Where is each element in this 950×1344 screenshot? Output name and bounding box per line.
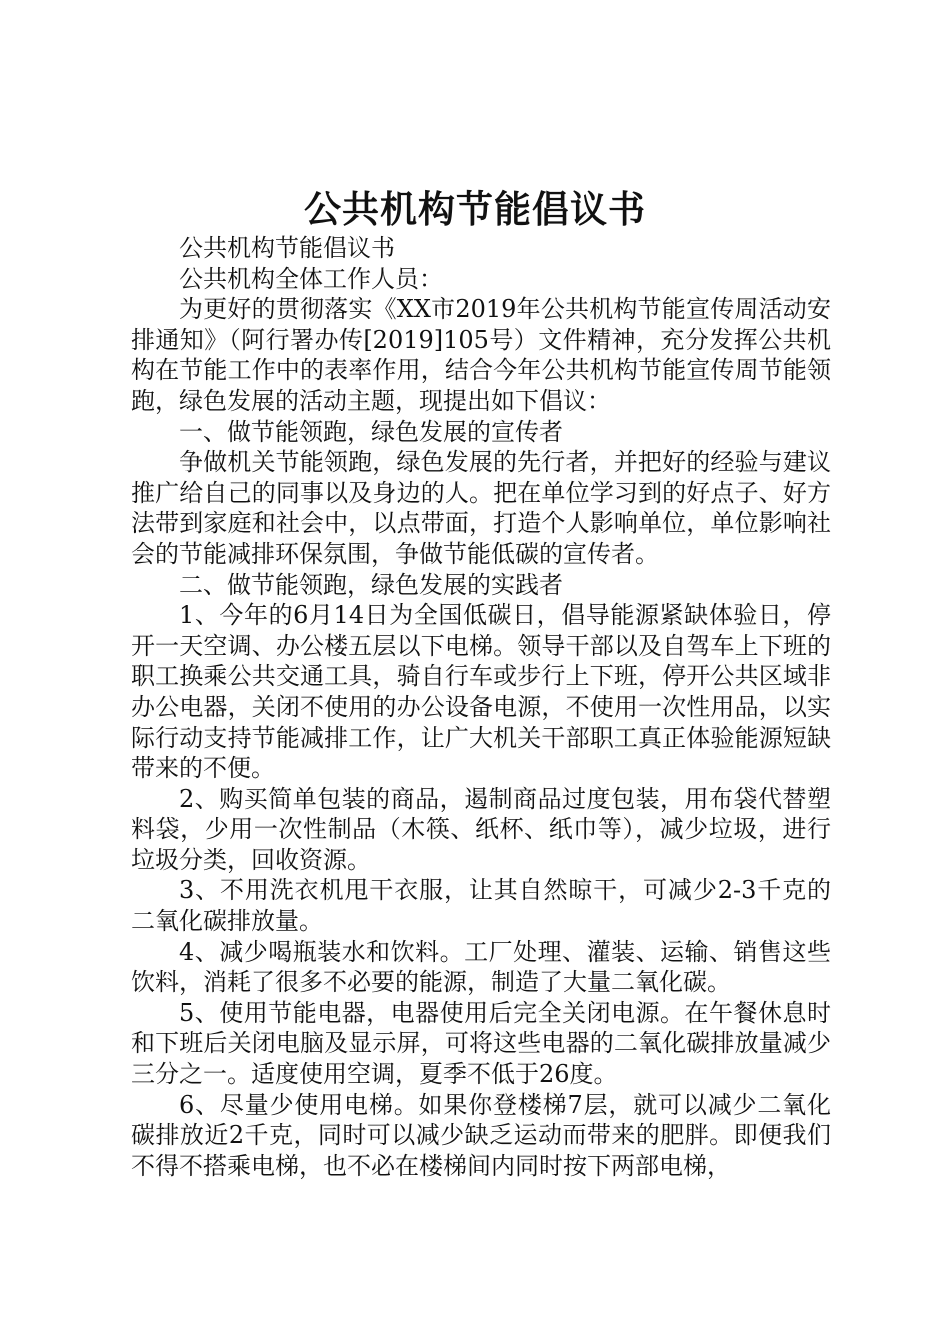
paragraph-salutation: 公共机构全体工作人员：	[179, 264, 443, 293]
list-item: 4、减少喝瓶装水和饮料。工厂处理、灌装、运输、销售这些饮料，消耗了很多不必要的能源，制造了大量二氧化碳。	[131, 937, 831, 997]
paragraph: 争做机关节能领跑，绿色发展的先行者，并把好的经验与建议推广给自己的同事以及身边的人。把在单位学习到的好点子、好方法带到家庭和社会中，以点带面，打造个人影响单位，单位影响社会的节能减排环保氛围，争做节能低碳的宣传者。	[131, 448, 831, 568]
paragraph-heading: 公共机构节能倡议书	[179, 234, 395, 262]
list-item: 2、购买简单包装的商品，遏制商品过度包装，用布袋代替塑料袋，少用一次性制品（木筷、纸杯、纸巾等），减少垃圾，进行垃圾分类，回收资源。	[131, 784, 831, 874]
list-item: 6、尽量少使用电梯。如果你登楼梯7层，就可以减少二氧化碳排放近2千克，同时可以减少缺乏运动而带来的肥胖。即便我们不得不搭乘电梯，也不必在楼梯间内同时按下两部电梯，	[131, 1090, 831, 1180]
list-item: 3、不用洗衣机甩干衣服，让其自然晾干，可减少2-3千克的二氧化碳排放量。	[131, 876, 831, 936]
list-item: 1、今年的6月14日为全国低碳日，倡导能源紧缺体验日，停开一天空调、办公楼五层以下电梯。领导干部以及自驾车上下班的职工换乘公共交通工具，骑自行车或步行上下班，停开公共区域非办公电器，关闭不使用的办公设备电源，不使用一次性用品，以实际行动支持节能减排工作，让广大机关干部职工真正体验能源短缺带来的不便。	[131, 601, 831, 783]
paragraph-intro: 为更好的贯彻落实《XX市2019年公共机构节能宣传周活动安排通知》（阿行署办传[2019]105号）文件精神，充分发挥公共机构在节能工作中的表率作用，结合今年公共机构节能宣传周节能领跑，绿色发展的活动主题，现提出如下倡议：	[131, 295, 831, 415]
list-item: 5、使用节能电器，电器使用后完全关闭电源。在午餐休息时和下班后关闭电脑及显示屏，可将这些电器的二氧化碳排放量减少三分之一。适度使用空调，夏季不低于26度。	[131, 998, 831, 1089]
document-title: 公共机构节能倡议书	[304, 187, 646, 231]
document-body	[131, 233, 831, 1181]
section-heading-1: 一、做节能领跑，绿色发展的宣传者	[179, 417, 563, 446]
section-heading-2: 二、做节能领跑，绿色发展的实践者	[179, 570, 563, 599]
